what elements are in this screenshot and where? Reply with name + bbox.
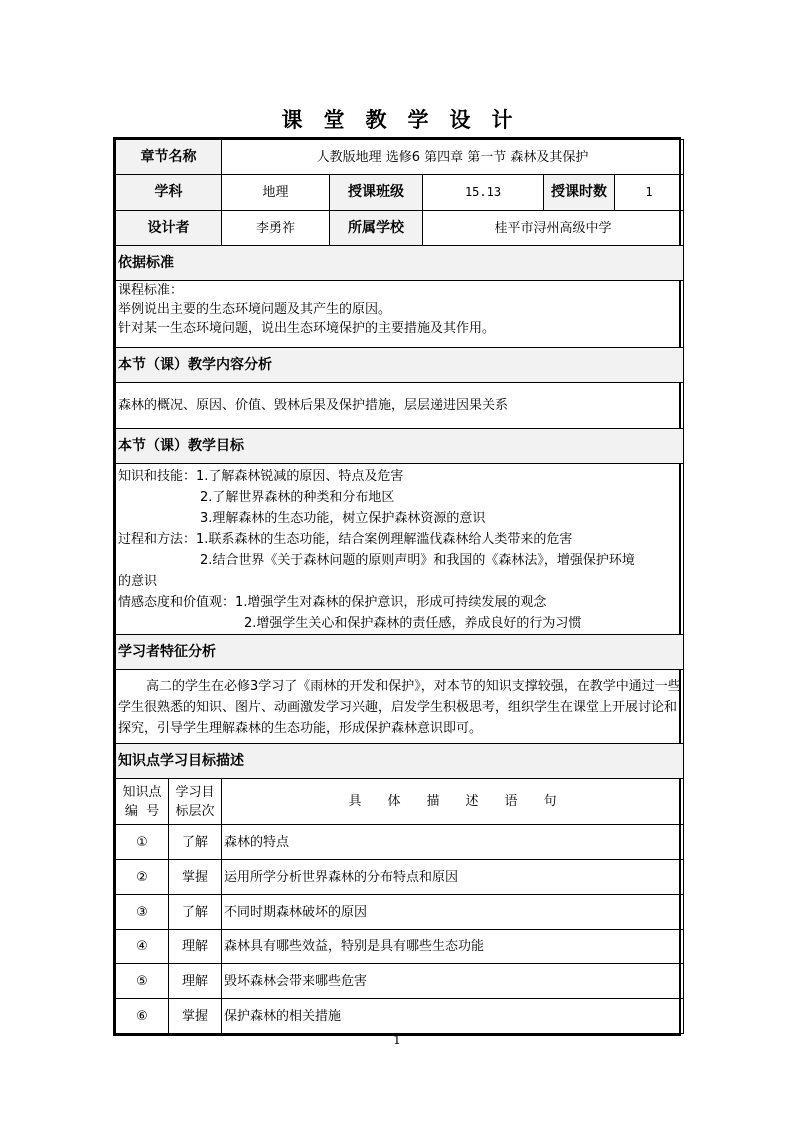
knowledge-level: 了解 [169, 825, 222, 860]
knowledge-number: ⑤ [116, 964, 169, 999]
col-header-number-line: 编 号 [124, 803, 160, 819]
designer-value: 李勇祚 [222, 211, 330, 246]
knowledge-description: 森林具有哪些效益，特别是具有哪些生态功能 [222, 930, 684, 964]
objective-line: 过程和方法：1.联系森林的生态功能，结合案例理解滥伐森林给人类带来的危害 [118, 532, 573, 547]
col-header-level [169, 779, 222, 825]
school-label: 所属学校 [330, 211, 423, 246]
knowledge-level: 掌握 [169, 999, 222, 1034]
subject-label: 学科 [116, 175, 222, 211]
objective-line: 2.增强学生关心和保护森林的责任感，养成良好的行为习惯 [244, 616, 582, 631]
knowledge-number: ① [116, 825, 169, 860]
knowledge-level: 了解 [169, 895, 222, 930]
knowledge-description: 毁坏森林会带来哪些危害 [222, 964, 684, 999]
designer-label: 设计者 [116, 211, 222, 246]
col-header-description: 具体描述语句 [222, 779, 684, 825]
page-title: 课堂教学设计 [281, 107, 534, 132]
objective-line: 2.结合世界《关于森林问题的原则声明》和我国的《森林法》，增强保护环境 [200, 553, 635, 568]
class-label: 授课班级 [330, 175, 423, 211]
standards-body [116, 281, 684, 348]
standards-line: 针对某一生态环境问题，说出生态环境保护的主要措施及其作用。 [118, 321, 496, 336]
class-value: 15.13 [423, 175, 544, 211]
objective-line: 2.了解世界森林的种类和分布地区 [200, 490, 395, 505]
knowledge-level: 理解 [169, 930, 222, 964]
lesson-design-table [113, 137, 681, 1036]
knowledge-number: ② [116, 860, 169, 895]
knowledge-heading: 知识点学习目标描述 [116, 744, 684, 779]
standards-line: 课程标准： [118, 283, 184, 298]
chapter-value: 人教版地理 选修6 第四章 第一节 森林及其保护 [222, 140, 684, 175]
knowledge-number: ④ [116, 930, 169, 964]
hours-value: 1 [615, 175, 684, 211]
objectives-heading: 本节（课）教学目标 [116, 429, 684, 464]
knowledge-description: 保护森林的相关措施 [222, 999, 684, 1034]
knowledge-level: 理解 [169, 964, 222, 999]
content-analysis-heading: 本节（课）教学内容分析 [116, 348, 684, 383]
standards-line: 举例说出主要的生态环境问题及其产生的原因。 [118, 302, 392, 317]
col-header-level-line: 学习目 [175, 784, 215, 800]
knowledge-description: 运用所学分析世界森林的分布特点和原因 [222, 860, 684, 895]
col-header-number [116, 779, 169, 825]
knowledge-level: 掌握 [169, 860, 222, 895]
knowledge-description: 不同时期森林破坏的原因 [222, 895, 684, 930]
knowledge-number: ③ [116, 895, 169, 930]
standards-heading: 依据标准 [116, 246, 684, 281]
learner-text: 高二的学生在必修3学习了《雨林的开发和保护》，对本节的知识支撑较强，在教学中通过一些学生很熟悉的知识、图片、动画激发学习兴趣，启发学生积极思考，组织学生在课堂上开展讨论和探究，引导学生理解森林的生态功能，形成保护森林意识即可。 [116, 670, 684, 744]
knowledge-number: ⑥ [116, 999, 169, 1034]
col-header-level-line: 标层次 [175, 803, 215, 819]
chapter-label: 章节名称 [116, 140, 222, 175]
school-value: 桂平市浔州高级中学 [423, 211, 684, 246]
objectives-body [116, 464, 684, 635]
objective-line: 的意识 [118, 574, 158, 589]
subject-value: 地理 [222, 175, 330, 211]
objective-line: 情感态度和价值观：1.增强学生对森林的保护意识，形成可持续发展的观念 [118, 595, 547, 610]
knowledge-description: 森林的特点 [222, 825, 684, 860]
col-header-number-line: 知识点 [122, 784, 162, 800]
objective-line: 3.理解森林的生态功能，树立保护森林资源的意识 [200, 511, 486, 526]
content-analysis-text: 森林的概况、原因、价值、毁林后果及保护措施，层层递进因果关系 [116, 383, 684, 429]
page-number: 1 [393, 1033, 401, 1047]
hours-label: 授课时数 [544, 175, 615, 211]
objective-line: 知识和技能：1.了解森林锐减的原因、特点及危害 [118, 469, 404, 484]
learner-heading: 学习者特征分析 [116, 635, 684, 670]
